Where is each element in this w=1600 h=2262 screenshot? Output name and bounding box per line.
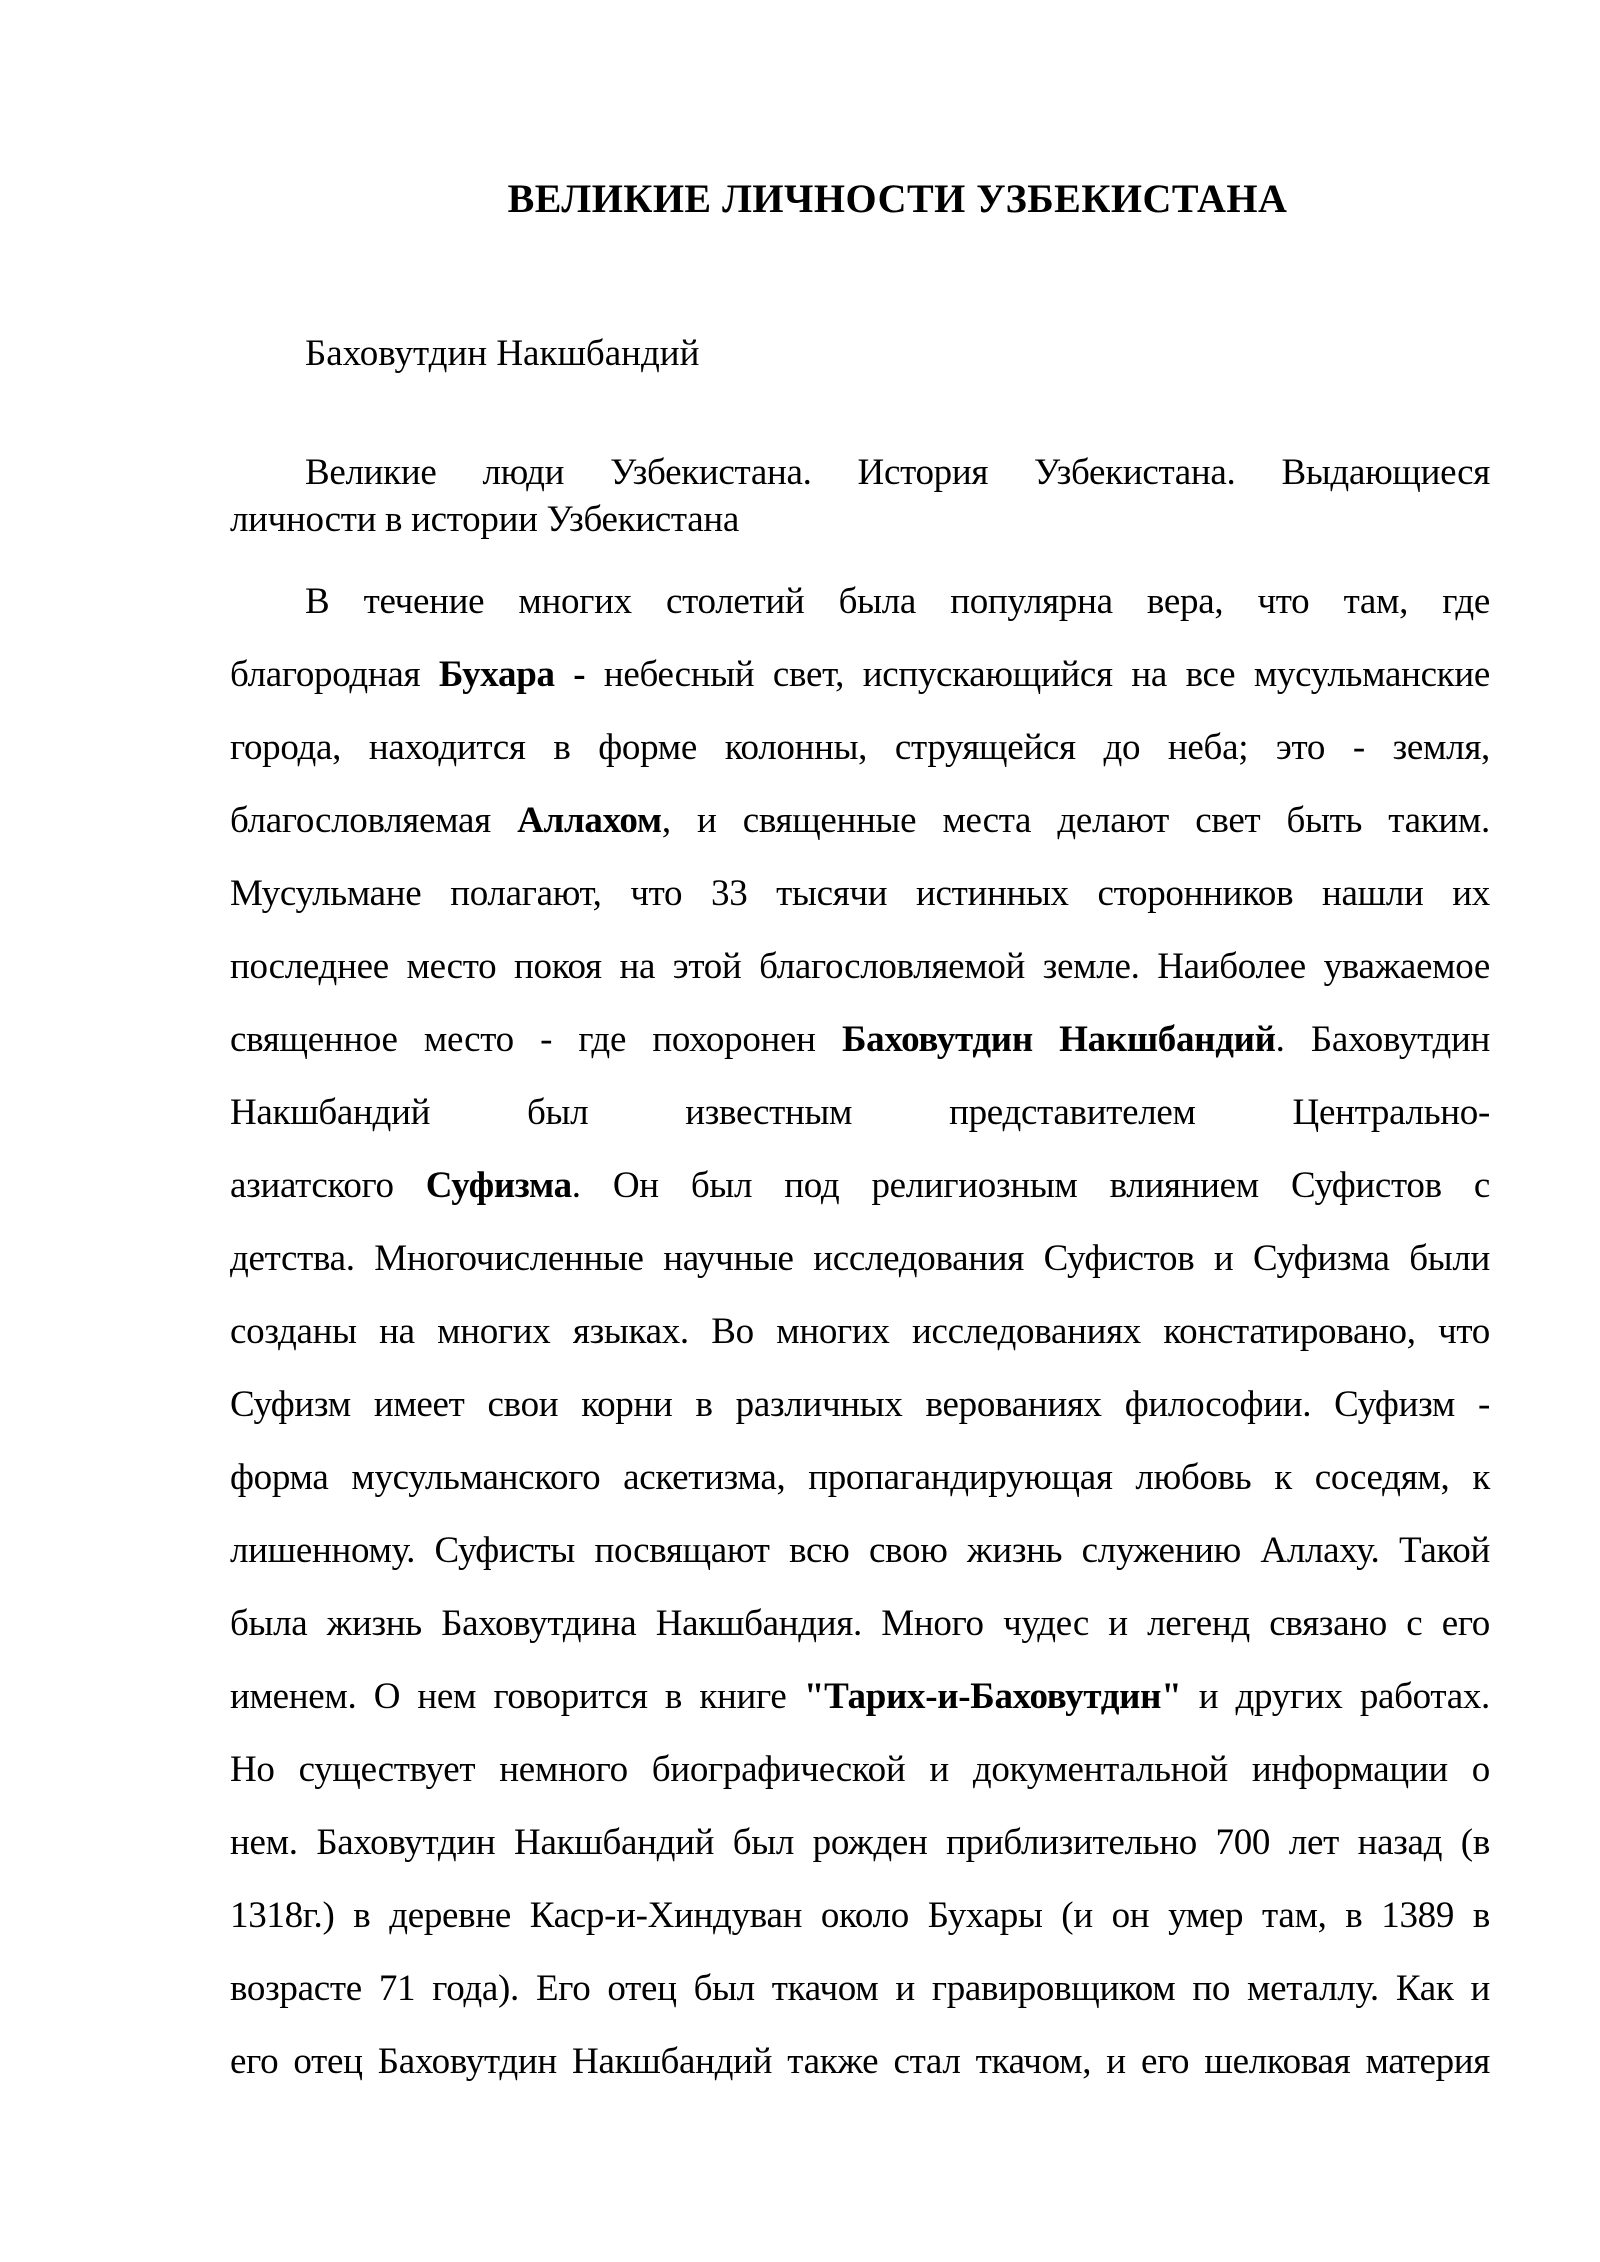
text-run: Суфизм имеет свои корни в различных верованиях философии. Суфизм - — [230, 1384, 1490, 1425]
bold-text-run: Баховутдин Накшбандий — [841, 1019, 1276, 1060]
bold-text-run: "Тарих-и-Баховутдин" — [803, 1676, 1182, 1717]
text-line — [230, 1368, 1490, 1441]
text-run: В течение многих столетий была популярна вера, что там, где — [305, 581, 1490, 622]
text-run: Но существует немного биографической и документальной информации о — [230, 1749, 1490, 1790]
text-line — [230, 2025, 1490, 2098]
text-line — [230, 1733, 1490, 1806]
text-line — [230, 930, 1490, 1003]
text-run: священное место - где похоронен — [230, 1019, 842, 1060]
text-line — [230, 784, 1490, 857]
text-run: небесный свет, испускающийся на все мусульманские — [585, 654, 1490, 695]
bold-text-run: Суфизма — [425, 1165, 572, 1206]
text-run: личности в истории Узбекистана — [230, 499, 740, 540]
text-line — [230, 1660, 1490, 1733]
text-line — [230, 1587, 1490, 1660]
text-line — [230, 1952, 1490, 2025]
text-run: лишенному. Суфисты посвящают всю свою жизнь служению Аллаху. Такой — [230, 1530, 1490, 1571]
text-run: нем. Баховутдин Накшбандий был рожден приблизительно 700 лет назад (в — [230, 1822, 1490, 1863]
text-run: города, находится в форме колонны, струящейся до неба; это - земля, — [230, 727, 1490, 768]
text-line — [230, 1514, 1490, 1587]
text-run: Накшбандий был известным представителем Центрально- — [230, 1092, 1490, 1133]
text-run: благословляемая — [230, 800, 518, 841]
page-title: ВЕЛИКИЕ ЛИЧНОСТИ УЗБЕКИСТАНА — [507, 176, 1288, 221]
text-line — [230, 1222, 1490, 1295]
text-line — [230, 1295, 1490, 1368]
text-run: его отец Баховутдин Накшбандий также стал ткачом, и его шелковая материя — [230, 2041, 1490, 2082]
text-run: Мусульмане полагают, что 33 тысячи истинных сторонников нашли их — [230, 873, 1490, 914]
text-line — [230, 1076, 1490, 1149]
text-line — [230, 1879, 1490, 1952]
text-line — [230, 857, 1490, 930]
text-run: последнее место покоя на этой благословляемой земле. Наиболее уважаемое — [230, 946, 1490, 987]
text-run: возрасте 71 года). Его отец был ткачом и гравировщиком по металлу. Как и — [230, 1968, 1490, 2009]
text-run: и других работах. — [1181, 1676, 1490, 1717]
text-line — [230, 449, 1490, 496]
text-run: . Баховутдин — [1275, 1019, 1490, 1060]
text-line — [230, 1003, 1490, 1076]
text-run: . Он был под религиозным влиянием Суфистов с — [571, 1165, 1490, 1206]
text-run: азиатского — [230, 1165, 426, 1206]
text-run: именем. О нем говорится в книге — [230, 1676, 804, 1717]
text-line — [230, 711, 1490, 784]
text-line — [230, 1441, 1490, 1514]
text-run: благородная — [230, 654, 439, 695]
subtitle-author-line: Баховутдин Накшбандий — [305, 333, 700, 374]
text-run: форма мусульманского аскетизма, пропагандирующая любовь к соседям, к — [230, 1457, 1490, 1498]
text-run: , и священные места делают свет быть таким. — [661, 800, 1490, 841]
text-line — [230, 1149, 1490, 1222]
text-line — [230, 1806, 1490, 1879]
text-run: Великие люди Узбекистана. История Узбекистана. Выдающиеся — [305, 452, 1490, 493]
text-run: была жизнь Баховутдина Накшбандия. Много чудес и легенд связано с его — [230, 1603, 1490, 1644]
text-run: детства. Многочисленные научные исследования Суфистов и Суфизма были — [230, 1238, 1490, 1279]
text-line — [230, 496, 1490, 543]
text-run: 1318г.) в деревне Каср-и-Хиндуван около Бухары (и он умер там, в 1389 в — [230, 1895, 1490, 1936]
main-paragraph — [230, 565, 1490, 2098]
text-line — [230, 565, 1490, 638]
bold-text-run: Бухара - — [438, 654, 586, 695]
intro-paragraph — [230, 449, 1490, 543]
text-line — [230, 638, 1490, 711]
text-run: созданы на многих языках. Во многих исследованиях констатировано, что — [230, 1311, 1490, 1352]
bold-text-run: Аллахом — [517, 800, 662, 841]
